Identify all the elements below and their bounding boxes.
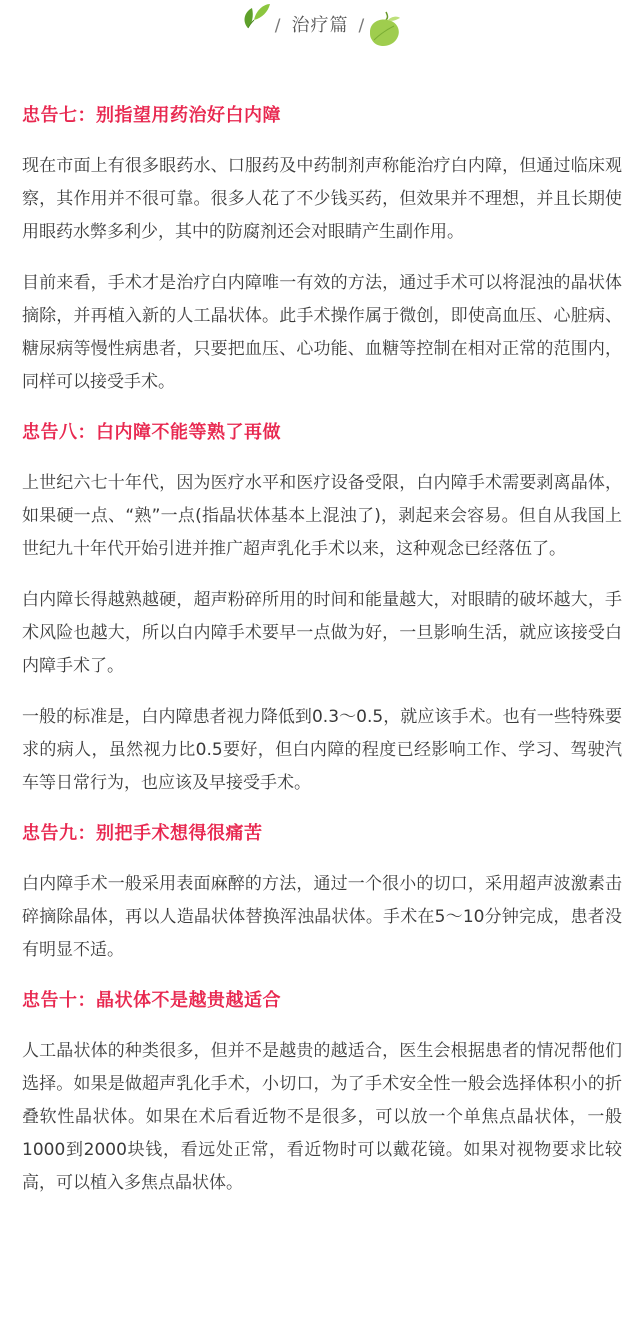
section xyxy=(22,818,622,967)
paragraph: 白内障长得越熟越硬，超声粉碎所用的时间和能量越大，对眼睛的破坏越大，手术风险也越大，所以白内障手术要早一点做为好，一旦影响生活，就应该接受白内障手术了。 xyxy=(22,590,622,676)
section xyxy=(22,417,622,800)
section-header xyxy=(0,14,640,38)
article-body xyxy=(22,100,622,1218)
section-title: 忠告七：别指望用药治好白内障 xyxy=(22,105,281,126)
header-title: 治疗篇 xyxy=(291,15,349,36)
leaf-icon xyxy=(366,10,406,50)
section xyxy=(22,100,622,399)
paragraph: 一般的标准是，白内障患者视力降低到0.3～0.5，就应该手术。也有一些特殊要求的病人，虽然视力比0.5要好，但白内障的程度已经影响工作、学习、驾驶汽车等日常行为，也应该及早接受手术。 xyxy=(22,707,622,793)
slash-left: / xyxy=(274,16,282,36)
header xyxy=(0,0,640,60)
slash-right: / xyxy=(358,16,366,36)
paragraph: 白内障手术一般采用表面麻醉的方法，通过一个很小的切口，采用超声波激素击碎摘除晶体，再以人造晶状体替换浑浊晶状体。手术在5～10分钟完成，患者没有明显不适。 xyxy=(22,874,622,960)
section-title: 忠告九：别把手术想得很痛苦 xyxy=(22,823,263,844)
paragraph: 目前来看，手术才是治疗白内障唯一有效的方法，通过手术可以将混浊的晶状体摘除，并再植入新的人工晶状体。此手术操作属于微创，即使高血压、心脏病、糖尿病等慢性病患者，只要把血压、心功能、血糖等控制在相对正常的范围内，同样可以接受手术。 xyxy=(22,273,622,392)
paragraph: 上世纪六七十年代，因为医疗水平和医疗设备受限，白内障手术需要剥离晶体，如果硬一点、“熟”一点(指晶状体基本上混浊了)，剥起来会容易。但自从我国上世纪九十年代开始引进并推广超声乳化手术以来，这种观念已经落伍了。 xyxy=(22,473,622,559)
paragraph: 现在市面上有很多眼药水、口服药及中药制剂声称能治疗白内障，但通过临床观察，其作用并不很可靠。很多人花了不少钱买药，但效果并不理想，并且长期使用眼药水弊多利少，其中的防腐剂还会对眼睛产生副作用。 xyxy=(22,156,622,242)
section xyxy=(22,985,622,1200)
paragraph: 人工晶状体的种类很多，但并不是越贵的越适合，医生会根据患者的情况帮他们选择。如果是做超声乳化手术，小切口，为了手术安全性一般会选择体积小的折叠软性晶状体。如果在术后看近物不是很多，可以放一个单焦点晶状体，一般1000到2000块钱，看远处正常，看近物时可以戴花镜。如果对视物要求比较高，可以植入多焦点晶状体。 xyxy=(22,1041,622,1193)
section-title: 忠告八：白内障不能等熟了再做 xyxy=(22,422,281,443)
section-title: 忠告十：晶状体不是越贵越适合 xyxy=(22,990,281,1011)
